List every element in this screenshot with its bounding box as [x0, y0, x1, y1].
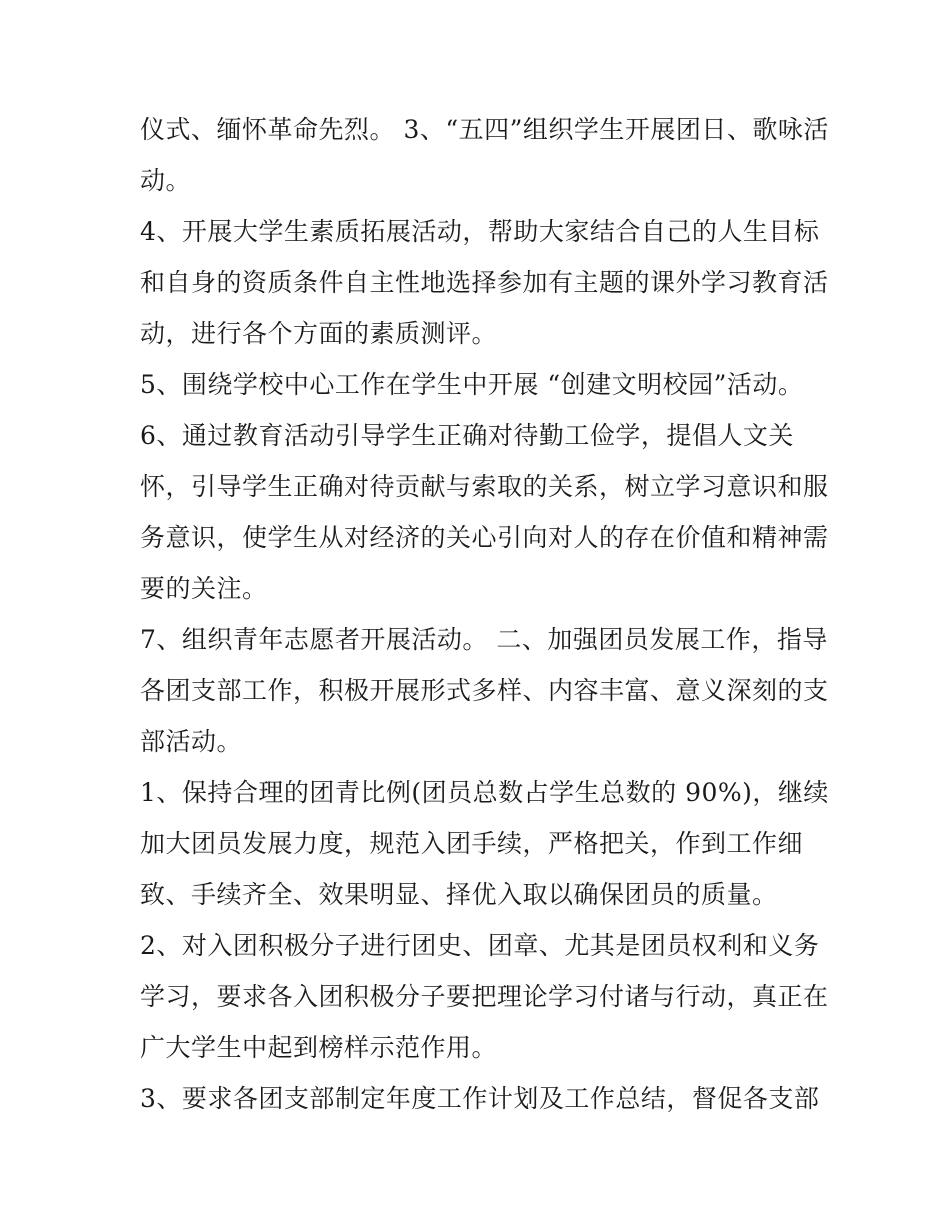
- body-text: [140, 104, 829, 1124]
- text-line: 加大团员发展力度，规范入团手续，严格把关，作到工作细: [140, 829, 804, 858]
- text-line: 怀，引导学生正确对待贡献与索取的关系，树立学习意识和服: [140, 472, 829, 501]
- text-line: 4、开展大学生素质拓展活动，帮助大家结合自己的人生目标: [140, 217, 820, 246]
- text-line: 动，进行各个方面的素质测评。: [140, 319, 498, 348]
- text-line: 2、对入团积极分子进行团史、团章、尤其是团员权利和义务: [140, 931, 820, 960]
- text-line: 动。: [140, 166, 192, 195]
- text-line: 1、保持合理的团青比例(团员总数占学生总数的 90%)，继续: [140, 778, 829, 807]
- text-line: 仪式、缅怀革命先烈。 3、“五四”组织学生开展团日、歌咏活: [140, 115, 829, 144]
- text-line: 各团支部工作，积极开展形式多样、内容丰富、意义深刻的支: [140, 676, 829, 705]
- text-line: 广大学生中起到榜样示范作用。: [140, 1033, 498, 1062]
- text-line: 6、通过教育活动引导学生正确对待勤工俭学，提倡人文关: [140, 421, 794, 450]
- text-line: 要的关注。: [140, 574, 268, 603]
- text-line: 部活动。: [140, 727, 243, 756]
- text-line: 学习，要求各入团积极分子要把理论学习付诸与行动，真正在: [140, 982, 829, 1011]
- text-line: 7、组织青年志愿者开展活动。 二、加强团员发展工作，指导: [140, 625, 828, 654]
- text-line: 致、手续齐全、效果明显、择优入取以确保团员的质量。: [140, 880, 778, 909]
- text-line: 5、围绕学校中心工作在学生中开展 “创建文明校园”活动。: [140, 370, 804, 399]
- text-line: 和自身的资质条件自主性地选择参加有主题的课外学习教育活: [140, 268, 829, 297]
- text-line: 务意识，使学生从对经济的关心引向对人的存在价值和精神需: [140, 523, 829, 552]
- text-line: 3、要求各团支部制定年度工作计划及工作总结，督促各支部: [140, 1084, 820, 1113]
